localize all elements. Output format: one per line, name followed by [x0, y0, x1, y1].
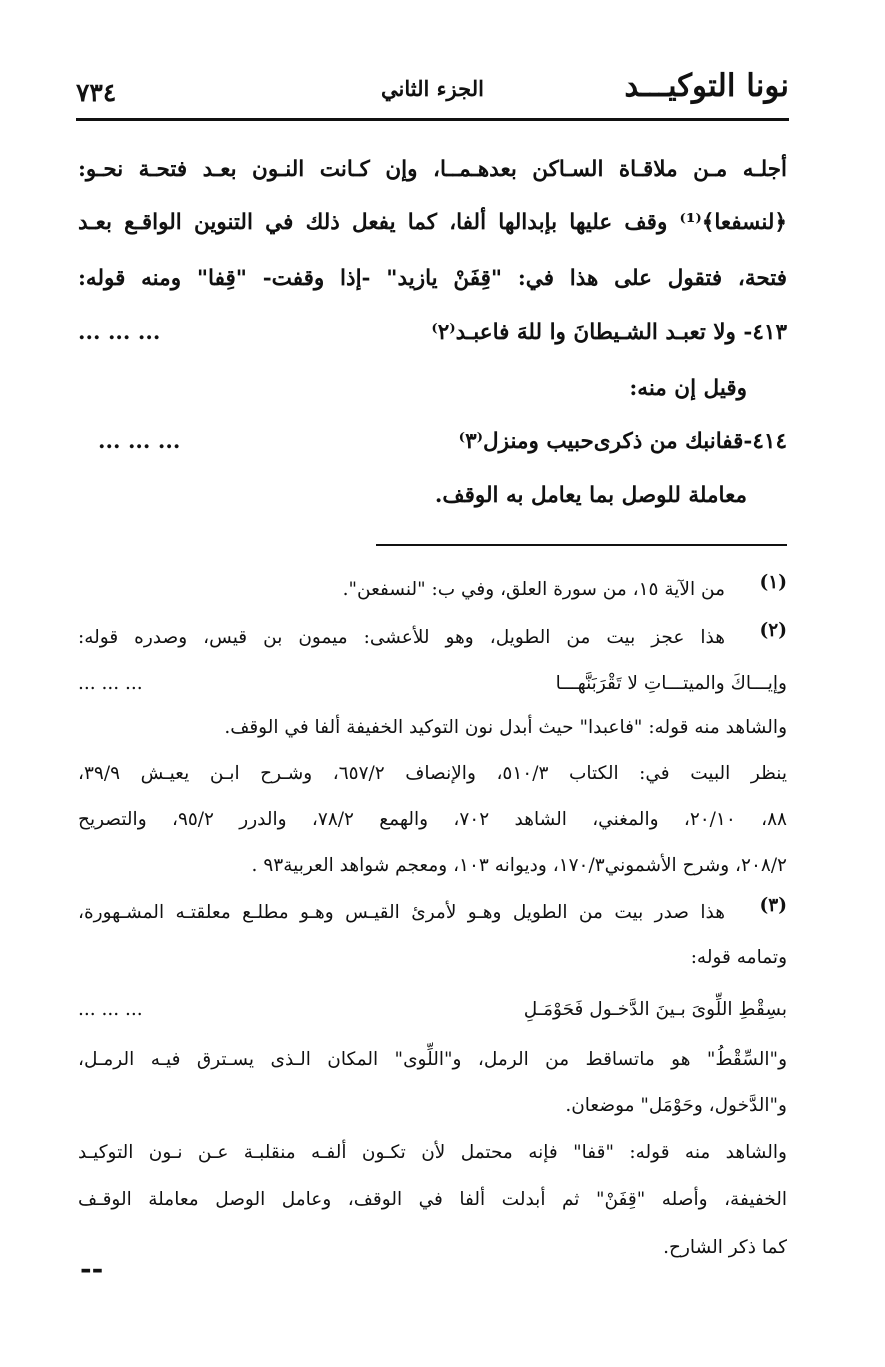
verse-dots: ... ... ...	[98, 429, 181, 454]
footnote-line: و"الدَّخول، وحَوْمَل" موضعان.	[565, 1095, 787, 1116]
verse-dots: ... ... ...	[78, 673, 143, 694]
footnote-separator	[376, 544, 787, 546]
footnote-line: والشاهد منه قوله: "قفا" فإنه محتمل لأن تكـون ألفـه منقلبـة عـن نـون التوكيـد	[78, 1142, 787, 1163]
footnote-line: و"السِّقْطُ" هو ماتساقط من الرمل، و"اللِّوى" المكان الـذى يسـترق فيـه الرمـل،	[78, 1049, 787, 1070]
body-line: ﴿لنسفعا﴾⁽¹⁾ وقف عليها بإبدالها ألفا، كما يفعل ذلك في التنوين الواقـع بعـد	[78, 210, 787, 235]
footnote-verse	[78, 992, 787, 1028]
footnote-number: (٣)	[759, 895, 787, 916]
chapter-title: نونا التوكيـــد	[624, 68, 789, 104]
header-rule	[76, 118, 789, 121]
footnote-line: ينظر البيت في: الكتاب ٥١٠/٣، والإنصاف ٦٥٧/٢، وشـرح ابـن يعيـش ٣٩/٩،	[78, 763, 787, 784]
footnote-number: (١)	[759, 572, 787, 593]
volume-label: الجزء الثاني	[381, 76, 484, 101]
footnote-line: هذا صدر بيت من الطويل وهـو لأمرئ القيـس وهـو مطلـع معلقتـه المشـهورة،	[78, 902, 725, 923]
footnote-verse	[78, 666, 787, 702]
footnote-line: هذا عجز بيت من الطويل، وهو للأعشى: ميمون بن قيس، وصدره قوله:	[78, 627, 725, 648]
footnote-line: وتمامه قوله:	[690, 947, 787, 968]
verse-text: ٤١٣- ولا تعبـد الشـيطانَ وا للهَ فاعبـد⁽٢⁾	[431, 320, 787, 345]
page-number: ٧٣٤	[76, 78, 117, 107]
body-line: أجلـه مـن ملاقـاة السـاكن بعدهـمــا، وإن كـانت النـون بعـد فتحـة نحـو:	[78, 157, 787, 182]
body-line: فتحة، فتقول على هذا في: "قِفَنْ يازيد" -إذا وقفت- "قِفا" ومنه قوله:	[78, 266, 787, 291]
footnote-line: الخفيفة، وأصله "قِفَنْ" ثم أبدلت ألفا في الوقف، وعامل الوصل معاملة الوقـف	[78, 1189, 787, 1210]
body-line: وقيل إن منه:	[629, 376, 747, 401]
end-mark: --	[80, 1252, 104, 1285]
footnote-line: كما ذكر الشارح.	[663, 1237, 787, 1258]
verse-text: وإيـــاكَ والميتـــاتِ لا تَقْرَبَنَّهـــا	[555, 673, 787, 694]
body-line: معاملة للوصل بما يعامل به الوقف.	[434, 483, 747, 508]
footnote-line: من الآية ١٥، من سورة العلق، وفي ب: "لنسفعن".	[342, 579, 725, 600]
verse-text: بسِقْطِ اللِّوىَ بـينَ الدَّخـول فَحَوْمَـلِ	[523, 999, 787, 1020]
footnote-number: (٢)	[759, 620, 787, 641]
footnote-line: ٢٠٨/٢، وشرح الأشموني١٧٠/٣، وديوانه ١٠٣، ومعجم شواهد العربية٩٣ .	[251, 855, 787, 876]
running-header	[76, 62, 789, 112]
footnote-line: ٨٨، ٢٠/١٠، والمغني، الشاهد ٧٠٢، والهمع ٧٨/٢، والدرر ٩٥/٢، والتصريح	[78, 809, 787, 830]
verse-413	[78, 313, 787, 353]
verse-dots: ... ... ...	[78, 320, 161, 345]
verse-dots: ... ... ...	[78, 999, 143, 1020]
verse-414	[78, 422, 787, 462]
verse-text: ٤١٤-قفانبك من ذكرى‌حبيب ومنزل⁽٣⁾	[458, 429, 787, 454]
footnote-line: والشاهد منه قوله: "فاعبدا" حيث أبدل نون التوكيد الخفيفة ألفا في الوقف.	[224, 717, 787, 738]
